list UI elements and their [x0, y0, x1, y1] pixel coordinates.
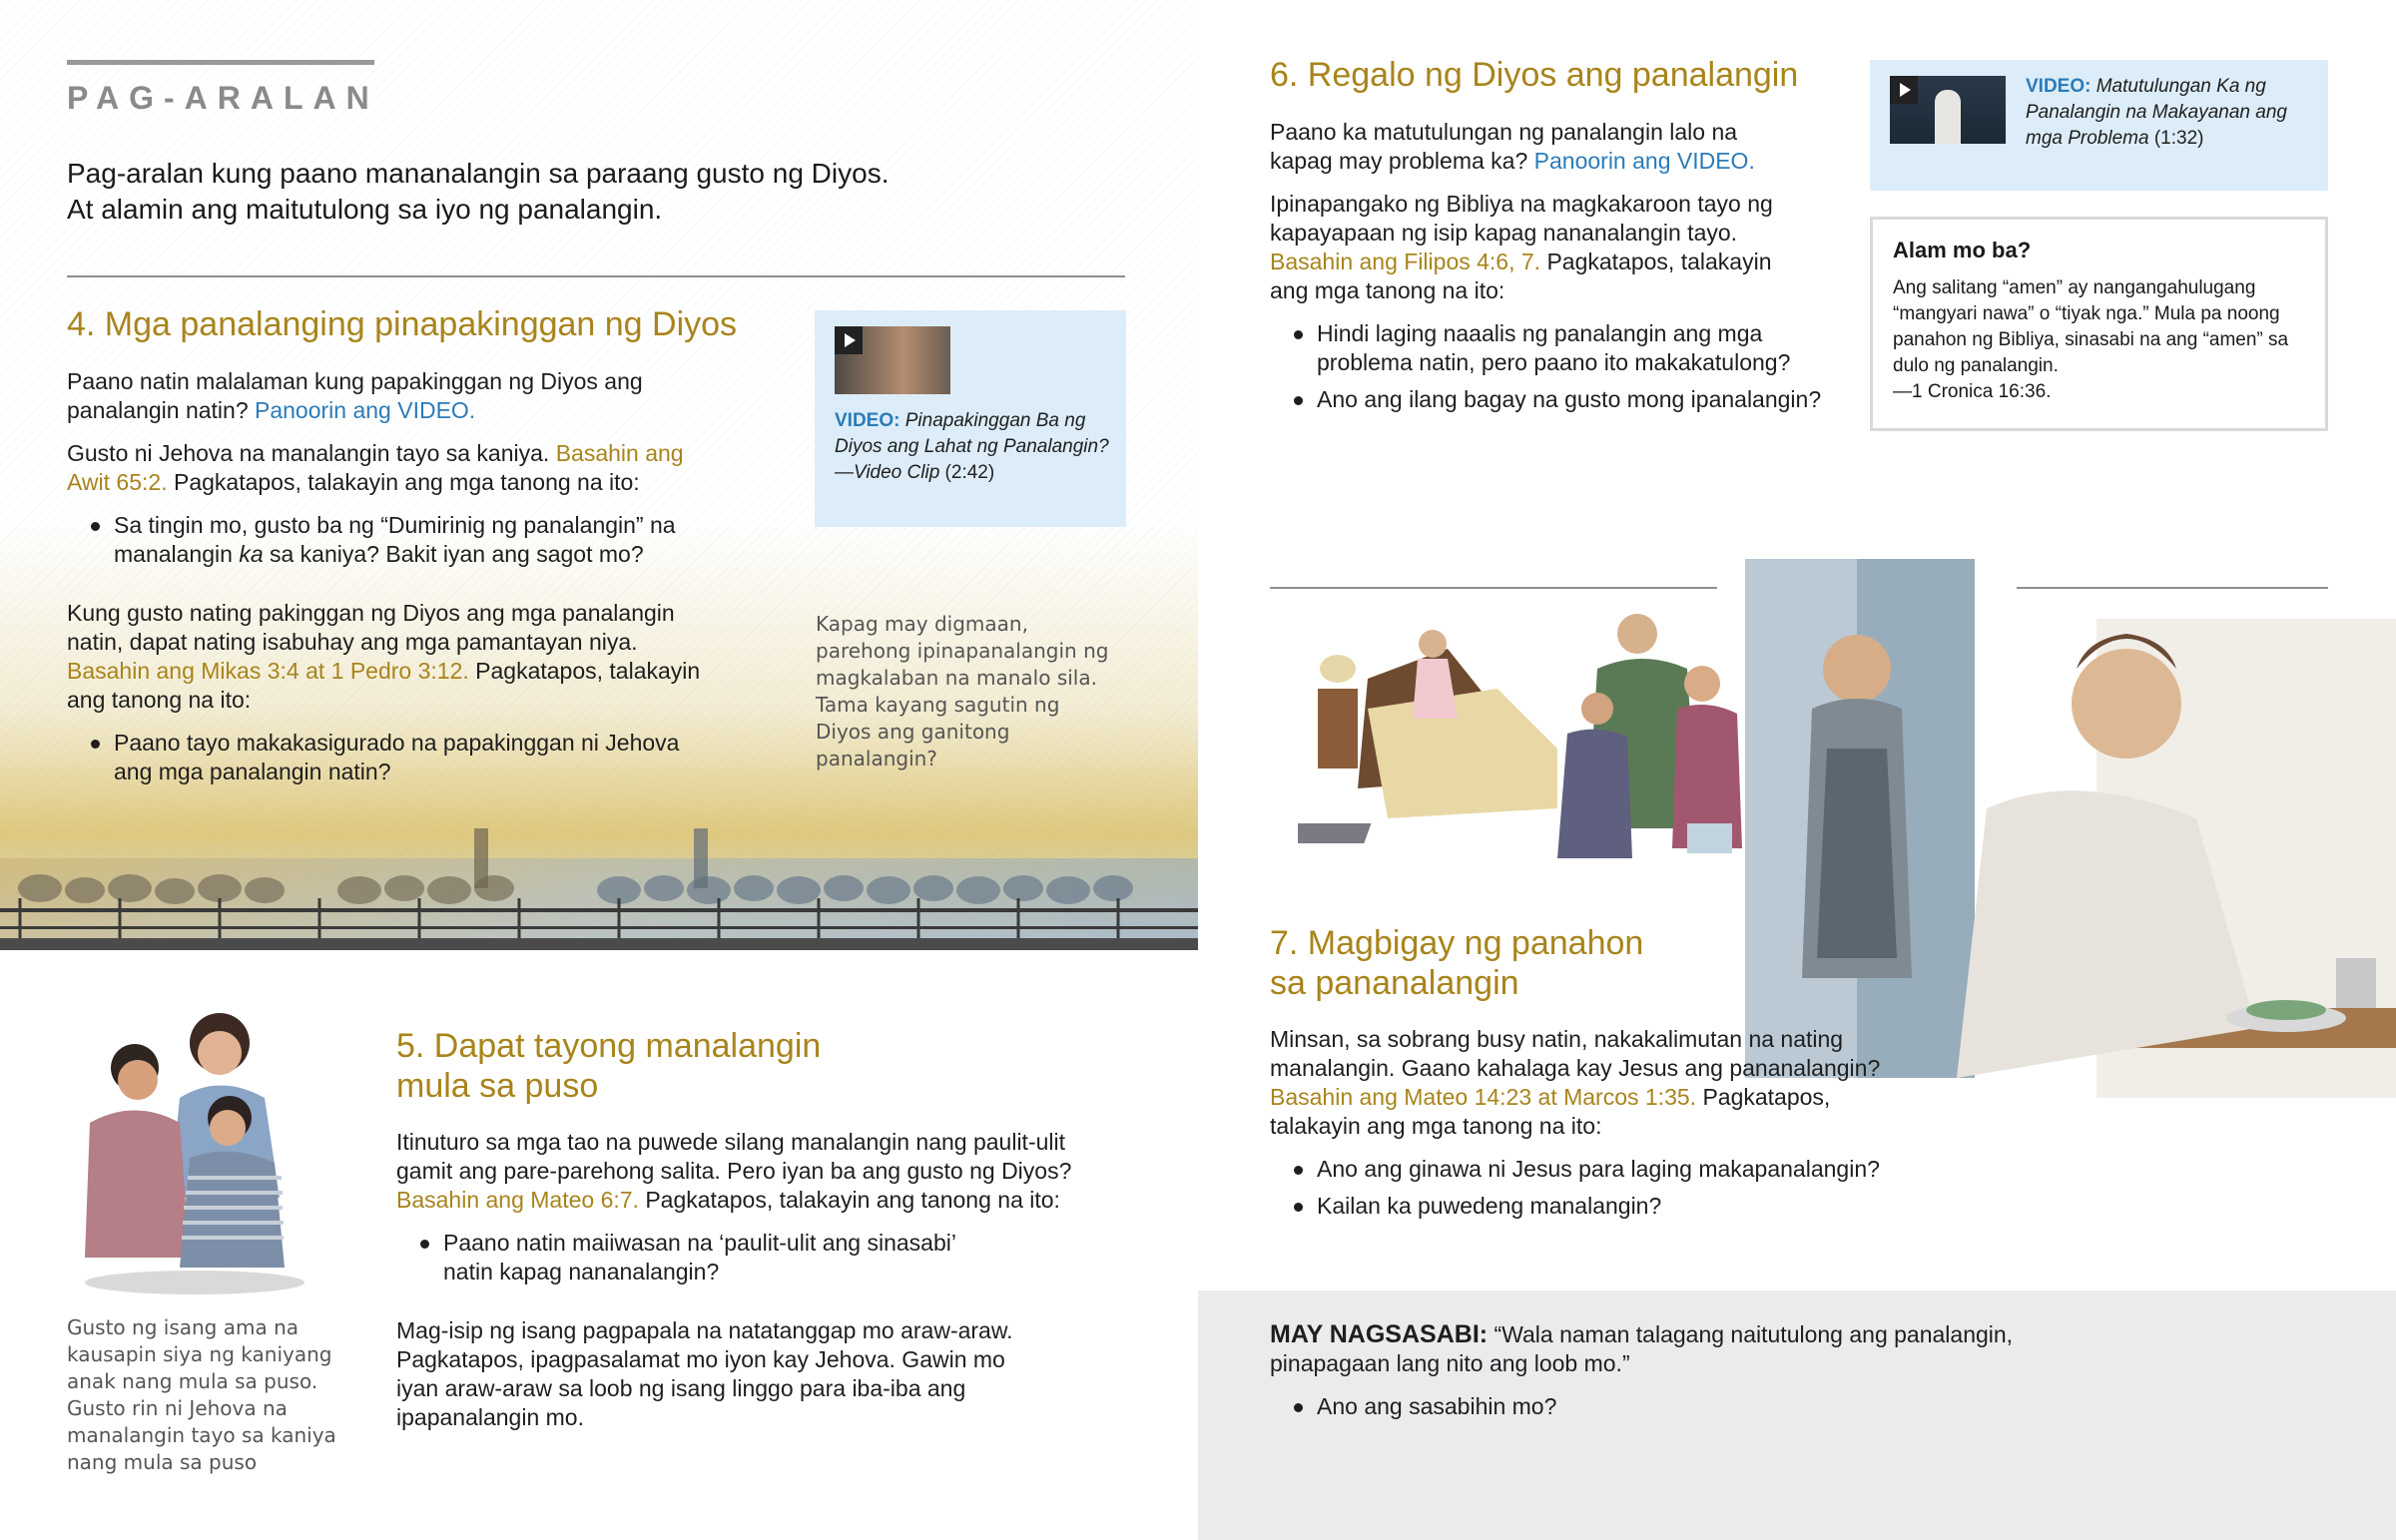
section4-questions-2 [67, 729, 706, 786]
section7-p1-after: Pagkatapos, talakayin ang mga tanong na ito: [1270, 1084, 1831, 1139]
section5-p1 [396, 1128, 1095, 1215]
section4-questions-1 [67, 511, 706, 569]
section4-video-text [835, 408, 1114, 486]
section4-question-1: Sa tingin mo, gusto ba ng “Dumirinig ng panalangin” na manalangin ka sa kaniya? Bakit iyan ang sagot mo? [67, 511, 706, 569]
section4-p3-text: Kung gusto nating pakinggan ng Diyos ang mga panalangin natin, dapat nating isabuhay ang mga pamantayan niya. [67, 600, 675, 655]
section4-video-box[interactable] [815, 310, 1126, 527]
section7-title-line2: sa pananalangin [1270, 964, 1519, 1002]
scripture-link-filipos[interactable]: Basahin ang Filipos 4:6, 7. [1270, 249, 1541, 274]
section5-questions [396, 1229, 995, 1286]
may-nagsasabi-question: Ano ang sasabihin mo? [1270, 1392, 2069, 1421]
section5-p1-text: Itinuturo sa mga tao na puwede silang manalangin nang paulit-ulit gamit ang pare-parehong salita. Pero iyan ba ang gusto ng Diyos? [396, 1129, 1072, 1184]
intro-line-1: Pag-aralan kung paano mananalangin sa paraang gusto ng Diyos. [67, 158, 890, 189]
section6-p2-after: Pagkatapos, talakayin ang mga tanong na ito: [1270, 249, 1772, 303]
video-duration: (1:32) [2153, 128, 2204, 149]
section6-video-text [2026, 74, 2315, 152]
may-nagsasabi-label: MAY NAGSASABI: [1270, 1320, 1489, 1348]
section5-p1-after: Pagkatapos, talakayin ang tanong na ito: [645, 1187, 1060, 1213]
speaker-figure [1935, 90, 1961, 144]
may-nagsasabi-content [1270, 1320, 2069, 1421]
section-label: PAG-ARALAN [67, 80, 379, 116]
section7-title [1270, 923, 1643, 1003]
section4-p2 [67, 439, 706, 497]
section4-p3-after: Pagkatapos, talakayin ang tanong na ito: [67, 658, 701, 713]
scripture-link-awit[interactable]: Basahin ang Awit 65:2. [67, 440, 684, 495]
section6-p2-text: Ipinapangako ng Bibliya na magkakaroon tayo ng kapayapaan ng isip kapag nananalangin tayo. [1270, 191, 1773, 246]
video-title: Pinapakinggan Ba ng Diyos ang Lahat ng Panalangin?—Video Clip [835, 410, 1109, 483]
section5-title-line2: mula sa puso [396, 1067, 599, 1105]
section4-question-2: Paano tayo makakasigurado na papakinggan ni Jehova ang mga panalangin natin? [67, 729, 706, 786]
section5-title [396, 1026, 821, 1106]
may-nagsasabi-quote: “Wala naman talagang naitutulong ang panalangin, pinapagaan lang nito ang loob mo.” [1270, 1321, 2014, 1376]
section4-p2-text: Gusto ni Jehova na manalangin tayo sa kaniya. [67, 440, 550, 466]
video-title: Matutulungan Ka ng Panalangin na Makayanan ang mga Problema [2026, 76, 2287, 149]
section5-p2: Mag-isip ng isang pagpapala na natatanggap mo araw-araw. Pagkatapos, ipagpasalamat mo iyon kay Jehova. Gawin mo iyan araw-araw sa loob ng isang linggo para iba-iba ang ipapanalangin mo. [396, 1317, 1013, 1430]
section4-caption: Kapag may digmaan, parehong ipinapanalangin ng magkalaban na manalo sila. Tama kayang sagutin ng Diyos ang ganitong panalangin? [816, 612, 1109, 770]
video-label: VIDEO: [835, 410, 900, 431]
may-nagsasabi-questions [1270, 1392, 2069, 1421]
sidebar-title: Alam mo ba? [1893, 238, 2032, 262]
section6-title: 6. Regalo ng Diyos ang panalangin [1270, 56, 1799, 94]
sidebar-text: Ang salitang “amen” ay nangangahulugang “mangyari nawa” o “tiyak nga.” Mula pa noong panahon ng Bibliya, sinasabi na ang “amen” sa dulo ng panalangin. [1893, 277, 2289, 376]
section5-caption: Gusto ng isang ama na kausapin siya ng kaniyang anak nang mula sa puso. Gusto rin ni Jehova na manalangin tayo sa kaniya nang mula sa puso [67, 1315, 336, 1474]
section4-p3 [67, 599, 706, 715]
section6-video-box[interactable] [1870, 60, 2328, 191]
section6-p2 [1270, 190, 1779, 305]
scripture-link-mateo[interactable]: Basahin ang Mateo 6:7. [396, 1187, 639, 1213]
section5-title-line1: 5. Dapat tayong manalangin [396, 1027, 822, 1065]
father-son-illustration [70, 998, 319, 1297]
section4-p2-after: Pagkatapos, talakayin ang mga tanong na ito: [173, 469, 640, 495]
section6-questions [1270, 319, 1849, 414]
section5-body [396, 1128, 1095, 1432]
play-icon[interactable] [835, 326, 863, 354]
section4-p1-text: Paano natin malalaman kung papakinggan ng Diyos ang panalangin natin? [67, 368, 643, 423]
section6-video-thumbnail[interactable] [1890, 76, 2006, 144]
video-duration: (2:42) [944, 462, 995, 483]
section6-p1-text: Paano ka matutulungan ng panalangin lalo na kapag may problema ka? [1270, 119, 1738, 174]
section6-p1 [1270, 118, 1769, 176]
section7-questions [1270, 1155, 1909, 1221]
section6-question-2: Ano ang ilang bagay na gusto mong ipanalangin? [1270, 385, 1849, 414]
section6-video-link[interactable]: Panoorin ang VIDEO. [1533, 148, 1755, 174]
intro-line-2: At alamin ang maitutulong sa iyo ng panalangin. [67, 194, 663, 225]
may-nagsasabi-quote-line [1270, 1320, 2069, 1378]
section4-video-thumbnail[interactable] [835, 326, 950, 394]
section6-body [1270, 118, 1849, 414]
section7-title-line1: 7. Magbigay ng panahon [1270, 924, 1644, 962]
section-label-rule [67, 60, 374, 65]
section7-question-1: Ano ang ginawa ni Jesus para laging makapanalangin? [1270, 1155, 1909, 1184]
war-scene-illustration [0, 798, 1198, 950]
section4-video-link[interactable]: Panoorin ang VIDEO. [255, 397, 476, 423]
alam-mo-ba-box [1870, 217, 2328, 431]
intro-text [67, 156, 889, 228]
section7-p1-text: Minsan, sa sobrang busy natin, nakakalimutan na nating manalangin. Gaano kahalaga kay Jesus ang pananalangin? [1270, 1026, 1881, 1081]
section5-question-1: Paano natin maiiwasan na ‘paulit-ulit ang sinasabi’ natin kapag nananalangin? [396, 1229, 995, 1286]
sidebar-reference: —1 Cronica 16:36. [1893, 381, 2052, 402]
section7-body [1270, 1025, 1909, 1221]
section7-question-2: Kailan ka puwedeng manalangin? [1270, 1192, 1909, 1221]
scripture-link-mateo-marcos[interactable]: Basahin ang Mateo 14:23 at Marcos 1:35. [1270, 1084, 1697, 1110]
section4-body [67, 367, 706, 786]
section4-title: 4. Mga panalanging pinapakinggan ng Diyos [67, 305, 738, 343]
section6-question-1: Hindi laging naaalis ng panalangin ang mga problema natin, pero paano ito makakatulong? [1270, 319, 1849, 377]
section4-divider [67, 275, 1125, 277]
section4-p1 [67, 367, 706, 425]
play-icon[interactable] [1890, 76, 1918, 104]
scripture-link-mikas[interactable]: Basahin ang Mikas 3:4 at 1 Pedro 3:12. [67, 658, 469, 684]
section7-p1 [1270, 1025, 1909, 1141]
video-label: VIDEO: [2026, 76, 2092, 97]
